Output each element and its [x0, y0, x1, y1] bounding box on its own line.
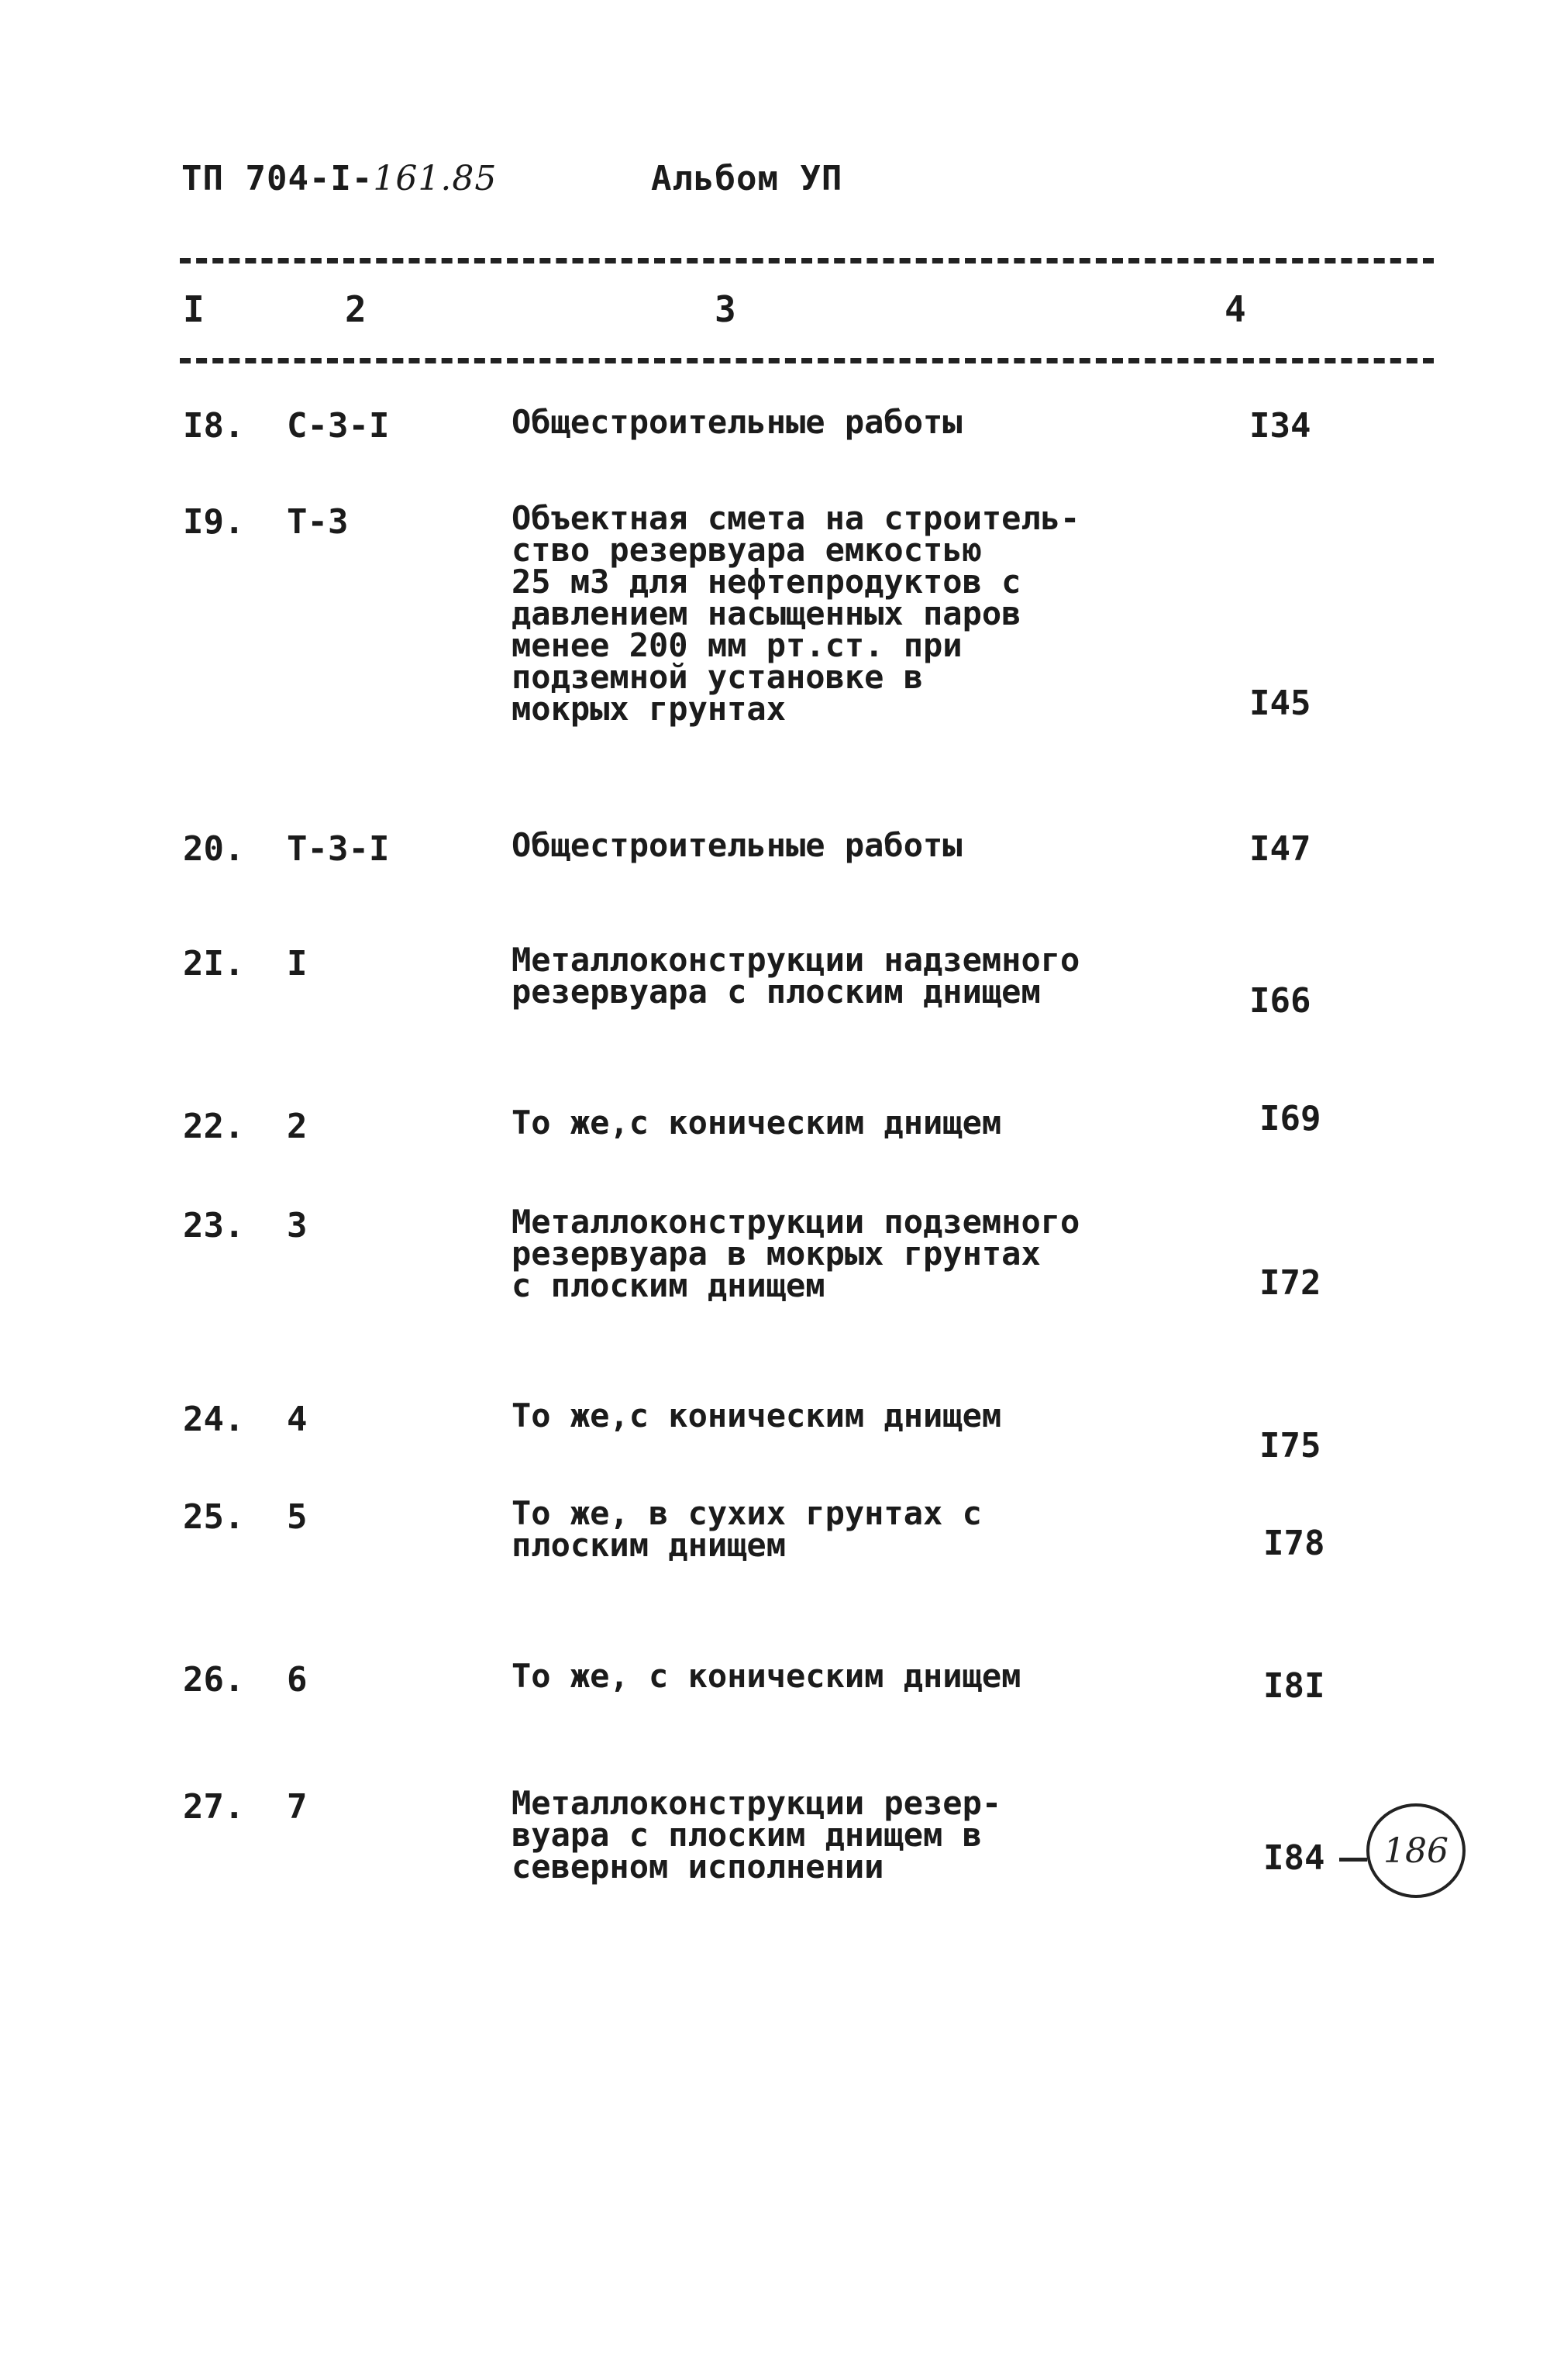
- page-stamp-dash: [1339, 1858, 1367, 1862]
- row-number: I8.: [183, 406, 245, 446]
- row-number: 25.: [183, 1497, 245, 1537]
- page-reference: I34: [1249, 406, 1311, 446]
- row-number: 2I.: [183, 944, 245, 983]
- row-code: С-3-І: [287, 406, 390, 446]
- description-line: резервуара в мокрых грунтах: [512, 1235, 1041, 1273]
- description-line: Металлоконструкции надземного: [512, 941, 1080, 979]
- row-code: 4: [287, 1400, 308, 1439]
- page-reference: I66: [1249, 981, 1311, 1021]
- row-description: [512, 403, 963, 441]
- row-number: 22.: [183, 1107, 245, 1146]
- description-line: подземной установке в: [512, 658, 924, 696]
- top-divider: [180, 258, 1434, 263]
- column-header-3: 3: [715, 288, 736, 330]
- row-code: 5: [287, 1497, 308, 1537]
- column-header-2: 2: [345, 288, 367, 330]
- page-reference: I47: [1249, 829, 1311, 869]
- handwritten-page-number: 186: [1383, 1831, 1448, 1871]
- description-line: Общестроительные работы: [512, 403, 963, 441]
- row-code: 2: [287, 1107, 308, 1146]
- row-number: I9.: [183, 502, 245, 542]
- description-line: То же,с коническим днищем: [512, 1104, 1002, 1142]
- row-description: [512, 1104, 1002, 1142]
- row-code: I: [287, 944, 308, 983]
- description-line: давлением насыщенных паров: [512, 594, 1021, 632]
- page-number-stamp: [1366, 1803, 1466, 1898]
- doc-code: [181, 159, 497, 198]
- row-number: 24.: [183, 1400, 245, 1439]
- description-line: То же, с коническим днищем: [512, 1657, 1021, 1695]
- description-line: северном исполнении: [512, 1848, 884, 1886]
- description-line: вуара с плоским днищем в: [512, 1816, 982, 1854]
- row-number: 26.: [183, 1660, 245, 1700]
- row-number: 27.: [183, 1787, 245, 1827]
- row-number: 23.: [183, 1206, 245, 1245]
- description-line: 25 м3 для нефтепродуктов с: [512, 563, 1021, 601]
- page-reference: I69: [1259, 1099, 1321, 1138]
- row-code: 7: [287, 1787, 308, 1827]
- description-line: менее 200 мм рт.ст. при: [512, 626, 963, 664]
- description-line: То же, в сухих грунтах с: [512, 1494, 982, 1532]
- row-description: [512, 1397, 1002, 1435]
- row-description: [512, 1203, 1080, 1304]
- description-line: Металлоконструкции подземного: [512, 1203, 1080, 1241]
- page-reference: I84: [1263, 1838, 1325, 1878]
- row-code: Т-3: [287, 502, 349, 542]
- page-reference: I45: [1249, 684, 1311, 723]
- row-description: [512, 499, 1080, 728]
- row-code: 6: [287, 1660, 308, 1700]
- page-reference: I8I: [1263, 1666, 1325, 1706]
- doc-code-handwritten: 161.85: [373, 159, 498, 198]
- row-description: [512, 1784, 1002, 1886]
- column-header-1: I: [183, 288, 205, 330]
- page-reference: I72: [1259, 1263, 1321, 1303]
- description-line: ство резервуара емкостью: [512, 531, 982, 569]
- row-code: 3: [287, 1206, 308, 1245]
- description-line: Металлоконструкции резер-: [512, 1784, 1002, 1822]
- header-divider: [180, 358, 1434, 363]
- page-reference: I75: [1259, 1426, 1321, 1466]
- row-description: [512, 1657, 1021, 1695]
- row-description: [512, 1494, 982, 1564]
- description-line: мокрых грунтах: [512, 690, 787, 728]
- description-line: Объектная смета на строитель-: [512, 499, 1080, 537]
- doc-code-printed: ТП 704-І-: [181, 159, 374, 198]
- row-number: 20.: [183, 829, 245, 869]
- column-header-4: 4: [1225, 288, 1246, 330]
- row-description: [512, 941, 1080, 1011]
- row-description: [512, 826, 963, 864]
- description-line: с плоским днищем: [512, 1266, 825, 1304]
- page-reference: I78: [1263, 1524, 1325, 1563]
- row-code: Т-3-І: [287, 829, 390, 869]
- description-line: Общестроительные работы: [512, 826, 963, 864]
- description-line: резервуара с плоским днищем: [512, 973, 1041, 1011]
- description-line: То же,с коническим днищем: [512, 1397, 1002, 1435]
- album-title: Альбом УП: [651, 159, 843, 198]
- description-line: плоским днищем: [512, 1526, 787, 1564]
